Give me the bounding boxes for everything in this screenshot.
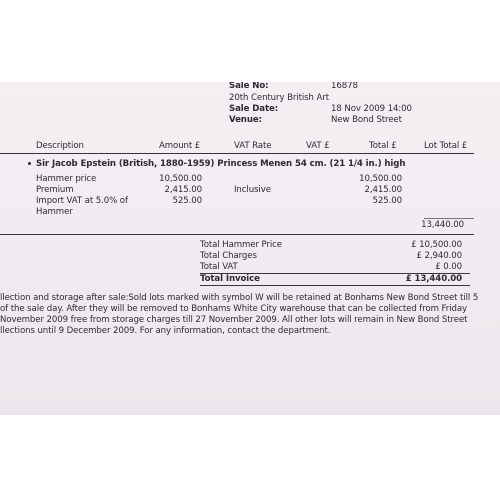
summary-invoice-label: Total Invoice [200,274,260,284]
summary-invoice-value: £ 13,440.00 [405,274,462,284]
row-import-vat-desc-2: Hammer [36,207,73,217]
sale-title: 20th Century British Art [229,93,329,103]
row-import-vat-desc: Import VAT at 5.0% of [36,196,128,206]
row-premium-total: 2,415.00 [364,185,402,195]
summary-charges-label: Total Charges [200,251,257,261]
note-line-4: llections until 9 December 2009. For any information, contact the department. [0,326,331,336]
note-line-1: llection and storage after sale:Sold lots marked with symbol W will be retained at Bonhams New Bond Street till 5 [0,293,479,303]
note-line-3: November 2009 free from storage charges till 27 November 2009. All other lots will remain in New Bond Street [0,315,468,325]
row-hammer-total: 10,500.00 [359,174,402,184]
col-total: Total £ [369,141,397,151]
venue-label: Venue: [229,115,262,125]
row-premium-desc: Premium [36,185,74,195]
summary-vat-label: Total VAT [200,262,238,272]
row-import-vat-total: 525.00 [372,196,402,206]
col-description: Description [36,141,84,151]
lot-total-value: 13,440.00 [421,220,464,230]
sale-date-value: 18 Nov 2009 14:00 [331,104,412,114]
col-lot-total: Lot Total £ [424,141,468,151]
note-line-2: of the sale day. After they will be removed to Bonhams White City warehouse that can be collected from Friday [0,304,467,314]
sale-date-label: Sale Date: [229,104,279,114]
section-divider [0,234,474,235]
sale-no-label: Sale No: [229,82,269,91]
summary-charges-value: £ 2,940.00 [416,251,462,261]
summary-bottom-rule [200,285,470,286]
col-vat-rate: VAT Rate [234,141,272,151]
summary-vat-value: £ 0.00 [435,262,462,272]
bullet-icon [28,162,31,165]
header-divider [0,153,474,154]
col-amount: Amount £ [159,141,201,151]
row-hammer-amount: 10,500.00 [159,174,202,184]
venue-value: New Bond Street [331,115,402,125]
row-import-vat-amount: 525.00 [172,196,202,206]
row-hammer-desc: Hammer price [36,174,97,184]
sale-no-value: 16878 [331,82,358,91]
lot-total-rule [424,218,474,219]
col-vat: VAT £ [306,141,330,151]
lot-title: Sir Jacob Epstein (British, 1880-1959) Princess Menen 54 cm. (21 1/4 in.) high [36,159,406,169]
row-premium-vat-rate: Inclusive [234,185,271,195]
invoice-photo [0,82,500,415]
summary-hammer-value: £ 10,500.00 [411,240,462,250]
row-premium-amount: 2,415.00 [164,185,202,195]
summary-hammer-label: Total Hammer Price [200,240,282,250]
